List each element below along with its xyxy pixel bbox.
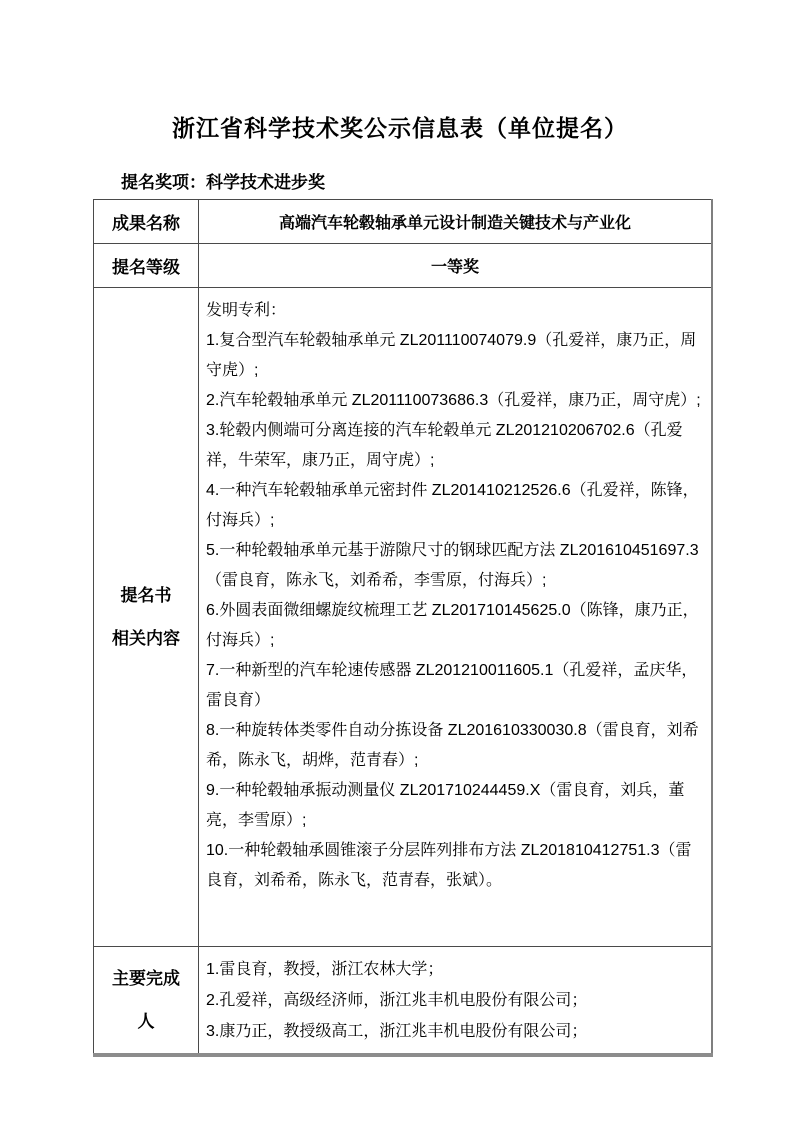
page-title: 浙江省科学技术奖公示信息表（单位提名）	[172, 115, 628, 141]
patent-item: 7.一种新型的汽车轮速传感器 ZL201210011605.1（孔爱祥，孟庆华，雷良育）	[206, 662, 698, 709]
main-completers-label-line1: 主要完成	[112, 969, 180, 988]
patent-item: 1.复合型汽车轮毂轴承单元 ZL201110074079.9（孔爱祥，康乃正，周守虎）;	[206, 332, 697, 379]
award-category-line: 提名奖项：科学技术进步奖	[121, 173, 325, 192]
patent-item: 3.轮毂内侧端可分离连接的汽车轮毂单元 ZL201210206702.6（孔爱祥，牛荣军，康乃正，周守虎）;	[206, 422, 683, 469]
patent-item: 10.一种轮毂轴承圆锥滚子分层阵列排布方法 ZL201810412751.3（雷良育，刘希希，陈永飞，范青春，张斌）。	[206, 842, 692, 889]
award-grade-label: 提名等级	[94, 244, 199, 288]
award-grade-value: 一等奖	[199, 244, 713, 288]
table-row-nomination-content	[94, 288, 713, 947]
nomination-content-label	[94, 288, 199, 947]
nomination-content-label-line2: 相关内容	[112, 629, 180, 648]
patent-item: 4.一种汽车轮毂轴承单元密封件 ZL201410212526.6（孔爱祥，陈锋，付海兵）;	[206, 482, 699, 529]
main-completers-label	[94, 947, 199, 1056]
nomination-content-label-line1: 提名书	[120, 586, 172, 605]
table-row-main-completers	[94, 947, 713, 1056]
patent-item: 2.汽车轮毂轴承单元 ZL201110073686.3（孔爱祥，康乃正，周守虎）;	[206, 392, 701, 409]
completer-item: 2.孔爱祥，高级经济师，浙江兆丰机电股份有限公司；	[206, 991, 588, 1009]
patent-item: 8.一种旋转体类零件自动分拣设备 ZL201610330030.8（雷良育，刘希希，陈永飞，胡烨，范青春）;	[206, 722, 699, 769]
patent-item: 9.一种轮毂轴承振动测量仪 ZL201710244459.X（雷良育，刘兵，董亮，李雪原）;	[206, 782, 685, 829]
result-name-value: 高端汽车轮毂轴承单元设计制造关键技术与产业化	[199, 200, 713, 244]
nomination-content-cell	[199, 288, 713, 947]
completer-item: 1.雷良育，教授，浙江农林大学；	[206, 960, 444, 978]
patent-section-heading: 发明专利：	[206, 302, 287, 319]
completer-item: 3.康乃正，教授级高工，浙江兆丰机电股份有限公司；	[206, 1022, 588, 1040]
table-row-result-name	[94, 200, 713, 244]
info-table	[93, 199, 713, 1057]
patent-item: 6.外圆表面微细螺旋纹梳理工艺 ZL201710145625.0（陈锋，康乃正，付海兵）;	[206, 602, 699, 649]
patent-item: 5.一种轮毂轴承单元基于游隙尺寸的钢球匹配方法 ZL201610451697.3（雷良育，陈永飞，刘希希，李雪原，付海兵）;	[206, 542, 699, 589]
main-completers-label-line2: 人	[137, 1012, 155, 1031]
main-completers-cell	[199, 947, 713, 1056]
result-name-label: 成果名称	[94, 200, 199, 244]
table-row-award-grade	[94, 244, 713, 288]
